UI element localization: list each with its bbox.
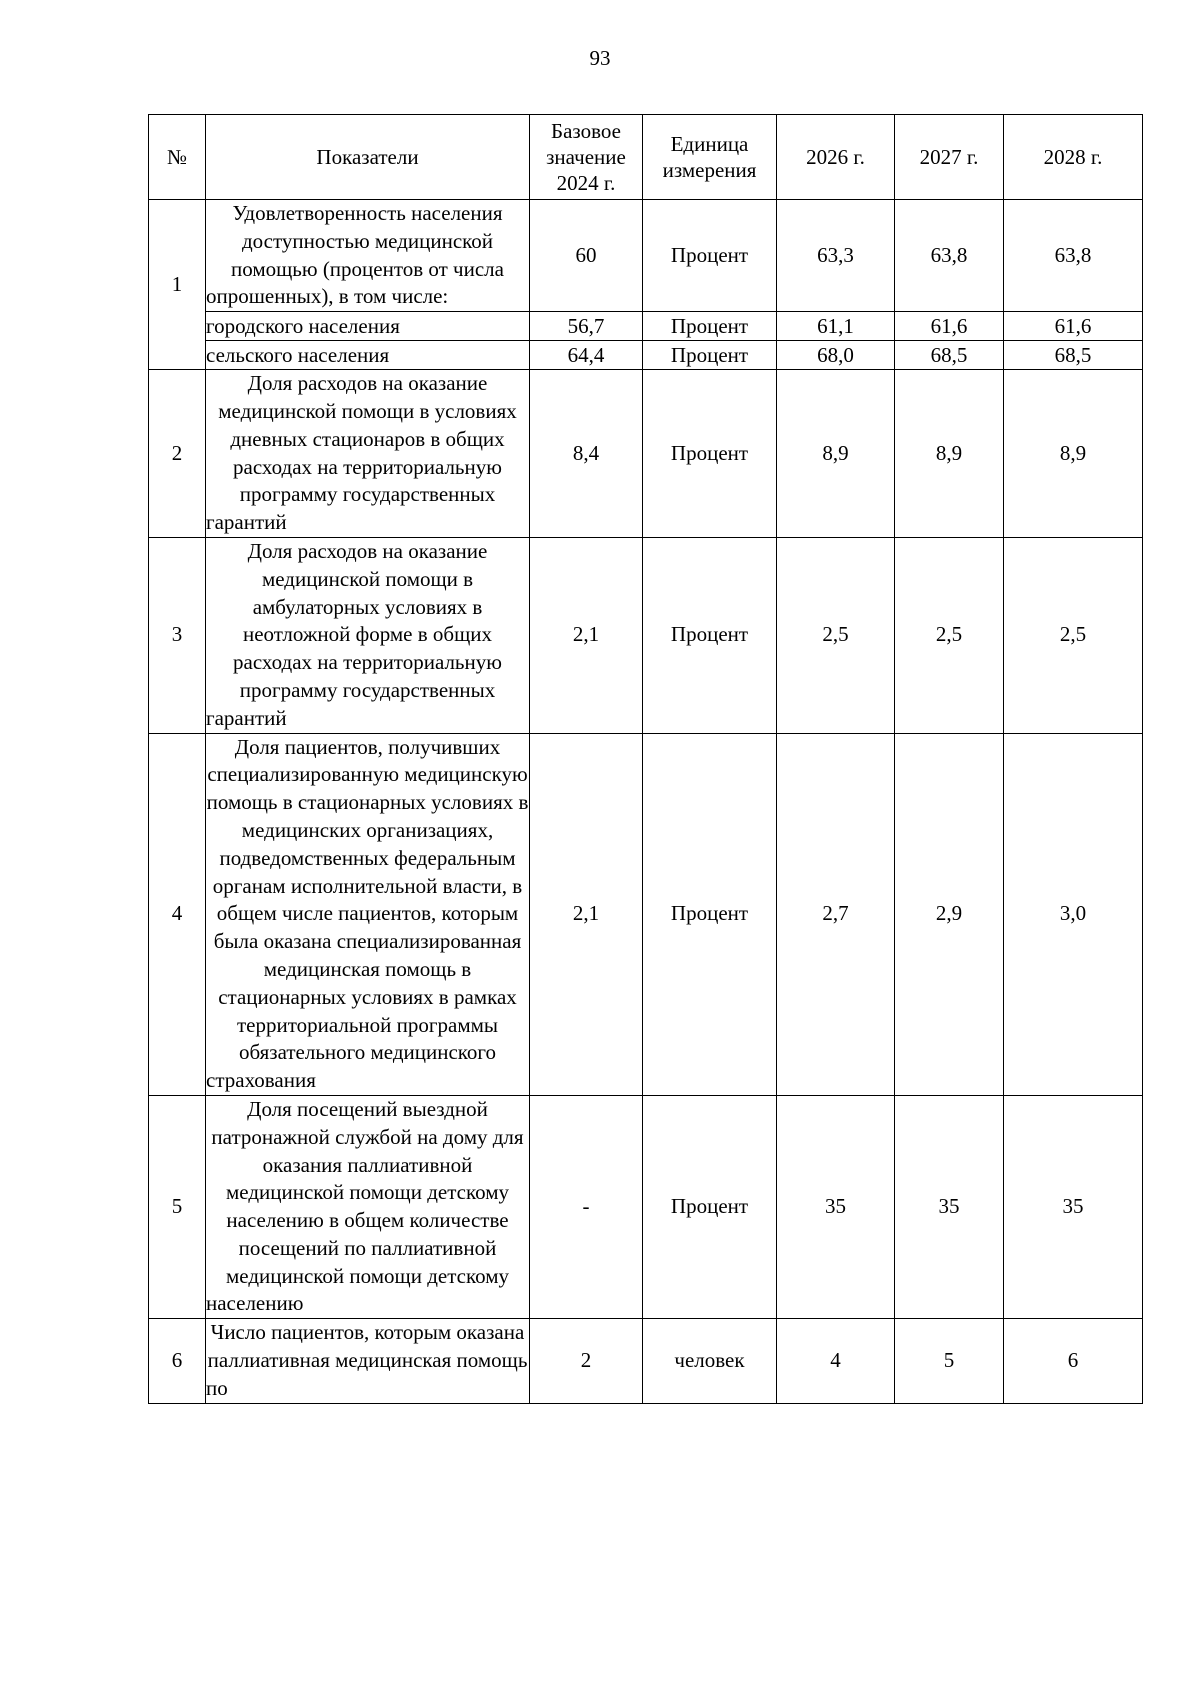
row-unit: Процент <box>643 370 777 538</box>
row-indicator <box>206 341 530 370</box>
row-2028: 35 <box>1004 1095 1143 1318</box>
table-row <box>149 1095 1143 1318</box>
row-base: - <box>530 1095 643 1318</box>
indicator-text: Доля посещений выездной патронажной службой на дому для оказания паллиативной медицинской помощи детскому населению в общем количестве посещений по паллиативной медицинской помощи детскому населению <box>206 1096 524 1316</box>
header-indicator: Показатели <box>206 115 530 200</box>
row-num: 4 <box>149 733 206 1095</box>
header-unit-line1: Единица <box>670 132 749 156</box>
header-2028: 2028 г. <box>1004 115 1143 200</box>
header-base-line3: 2024 г. <box>556 171 616 195</box>
header-base-value <box>530 115 643 200</box>
row-2028: 61,6 <box>1004 312 1143 341</box>
row-2026: 2,5 <box>777 537 895 733</box>
row-2026: 63,3 <box>777 200 895 312</box>
row-2027: 2,9 <box>895 733 1004 1095</box>
header-num: № <box>149 115 206 200</box>
table-row <box>149 370 1143 538</box>
row-indicator <box>206 1095 530 1318</box>
header-unit <box>643 115 777 200</box>
row-2028: 68,5 <box>1004 341 1143 370</box>
row-indicator <box>206 733 530 1095</box>
row-base: 56,7 <box>530 312 643 341</box>
row-2028: 63,8 <box>1004 200 1143 312</box>
table-row <box>149 733 1143 1095</box>
row-indicator <box>206 1319 530 1403</box>
row-2027: 2,5 <box>895 537 1004 733</box>
row-base: 64,4 <box>530 341 643 370</box>
row-unit: Процент <box>643 200 777 312</box>
indicators-table <box>148 114 1143 1404</box>
row-2028: 2,5 <box>1004 537 1143 733</box>
row-2027: 68,5 <box>895 341 1004 370</box>
row-unit: Процент <box>643 733 777 1095</box>
header-base-line1: Базовое <box>551 119 621 143</box>
header-2026: 2026 г. <box>777 115 895 200</box>
row-num: 3 <box>149 537 206 733</box>
row-2027: 63,8 <box>895 200 1004 312</box>
indicator-text: Доля расходов на оказание медицинской помощи в условиях дневных стационаров в общих расходах на территориальную программу государственных гарантий <box>206 371 517 535</box>
row-num: 5 <box>149 1095 206 1318</box>
row-2027: 61,6 <box>895 312 1004 341</box>
row-unit: человек <box>643 1319 777 1403</box>
row-base: 2,1 <box>530 733 643 1095</box>
row-2028: 6 <box>1004 1319 1143 1403</box>
header-unit-line2: измерения <box>662 158 757 182</box>
indicator-text: Доля расходов на оказание медицинской помощи в амбулаторных условиях в неотложной форме в общих расходах на территориальную программу государственных гарантий <box>206 538 502 730</box>
row-indicator <box>206 370 530 538</box>
indicator-text: городского населения <box>206 314 400 339</box>
row-2026: 4 <box>777 1319 895 1403</box>
row-2027: 5 <box>895 1319 1004 1403</box>
row-base: 60 <box>530 200 643 312</box>
indicator-text: Число пациентов, которым оказана паллиативная медицинская помощь по <box>206 1320 528 1400</box>
row-2026: 2,7 <box>777 733 895 1095</box>
row-2027: 8,9 <box>895 370 1004 538</box>
row-2027: 35 <box>895 1095 1004 1318</box>
row-unit: Процент <box>643 1095 777 1318</box>
row-num: 1 <box>149 200 206 370</box>
row-unit: Процент <box>643 312 777 341</box>
row-indicator <box>206 537 530 733</box>
indicator-text: сельского населения <box>206 343 390 368</box>
row-unit: Процент <box>643 341 777 370</box>
row-base: 2,1 <box>530 537 643 733</box>
table-row <box>149 1319 1143 1403</box>
row-2028: 8,9 <box>1004 370 1143 538</box>
header-base-line2: значение <box>546 145 626 169</box>
row-2028: 3,0 <box>1004 733 1143 1095</box>
indicator-text: Удовлетворенность населения доступностью медицинской помощью (процентов от числа опрошенных), в том числе: <box>206 201 504 309</box>
header-row <box>149 115 1143 200</box>
row-base: 2 <box>530 1319 643 1403</box>
row-2026: 8,9 <box>777 370 895 538</box>
row-2026: 68,0 <box>777 341 895 370</box>
row-indicator <box>206 312 530 341</box>
page-number: 93 <box>589 46 611 70</box>
row-2026: 35 <box>777 1095 895 1318</box>
row-indicator <box>206 200 530 312</box>
table-row <box>149 537 1143 733</box>
row-num: 2 <box>149 370 206 538</box>
table-subrow <box>149 341 1143 370</box>
row-num: 6 <box>149 1319 206 1403</box>
table-subrow <box>149 312 1143 341</box>
header-2027: 2027 г. <box>895 115 1004 200</box>
row-2026: 61,1 <box>777 312 895 341</box>
row-unit: Процент <box>643 537 777 733</box>
table-row <box>149 200 1143 312</box>
row-base: 8,4 <box>530 370 643 538</box>
indicator-text: Доля пациентов, получивших специализированную медицинскую помощь в стационарных условиях в медицинских организациях, подведомственных федеральным органам исполнительной власти, в общем числе пациентов, которым была оказана специализированная медицинская помощь в стационарных условиях в рамках территориальной программы обязательного медицинского страхования <box>206 734 529 1093</box>
